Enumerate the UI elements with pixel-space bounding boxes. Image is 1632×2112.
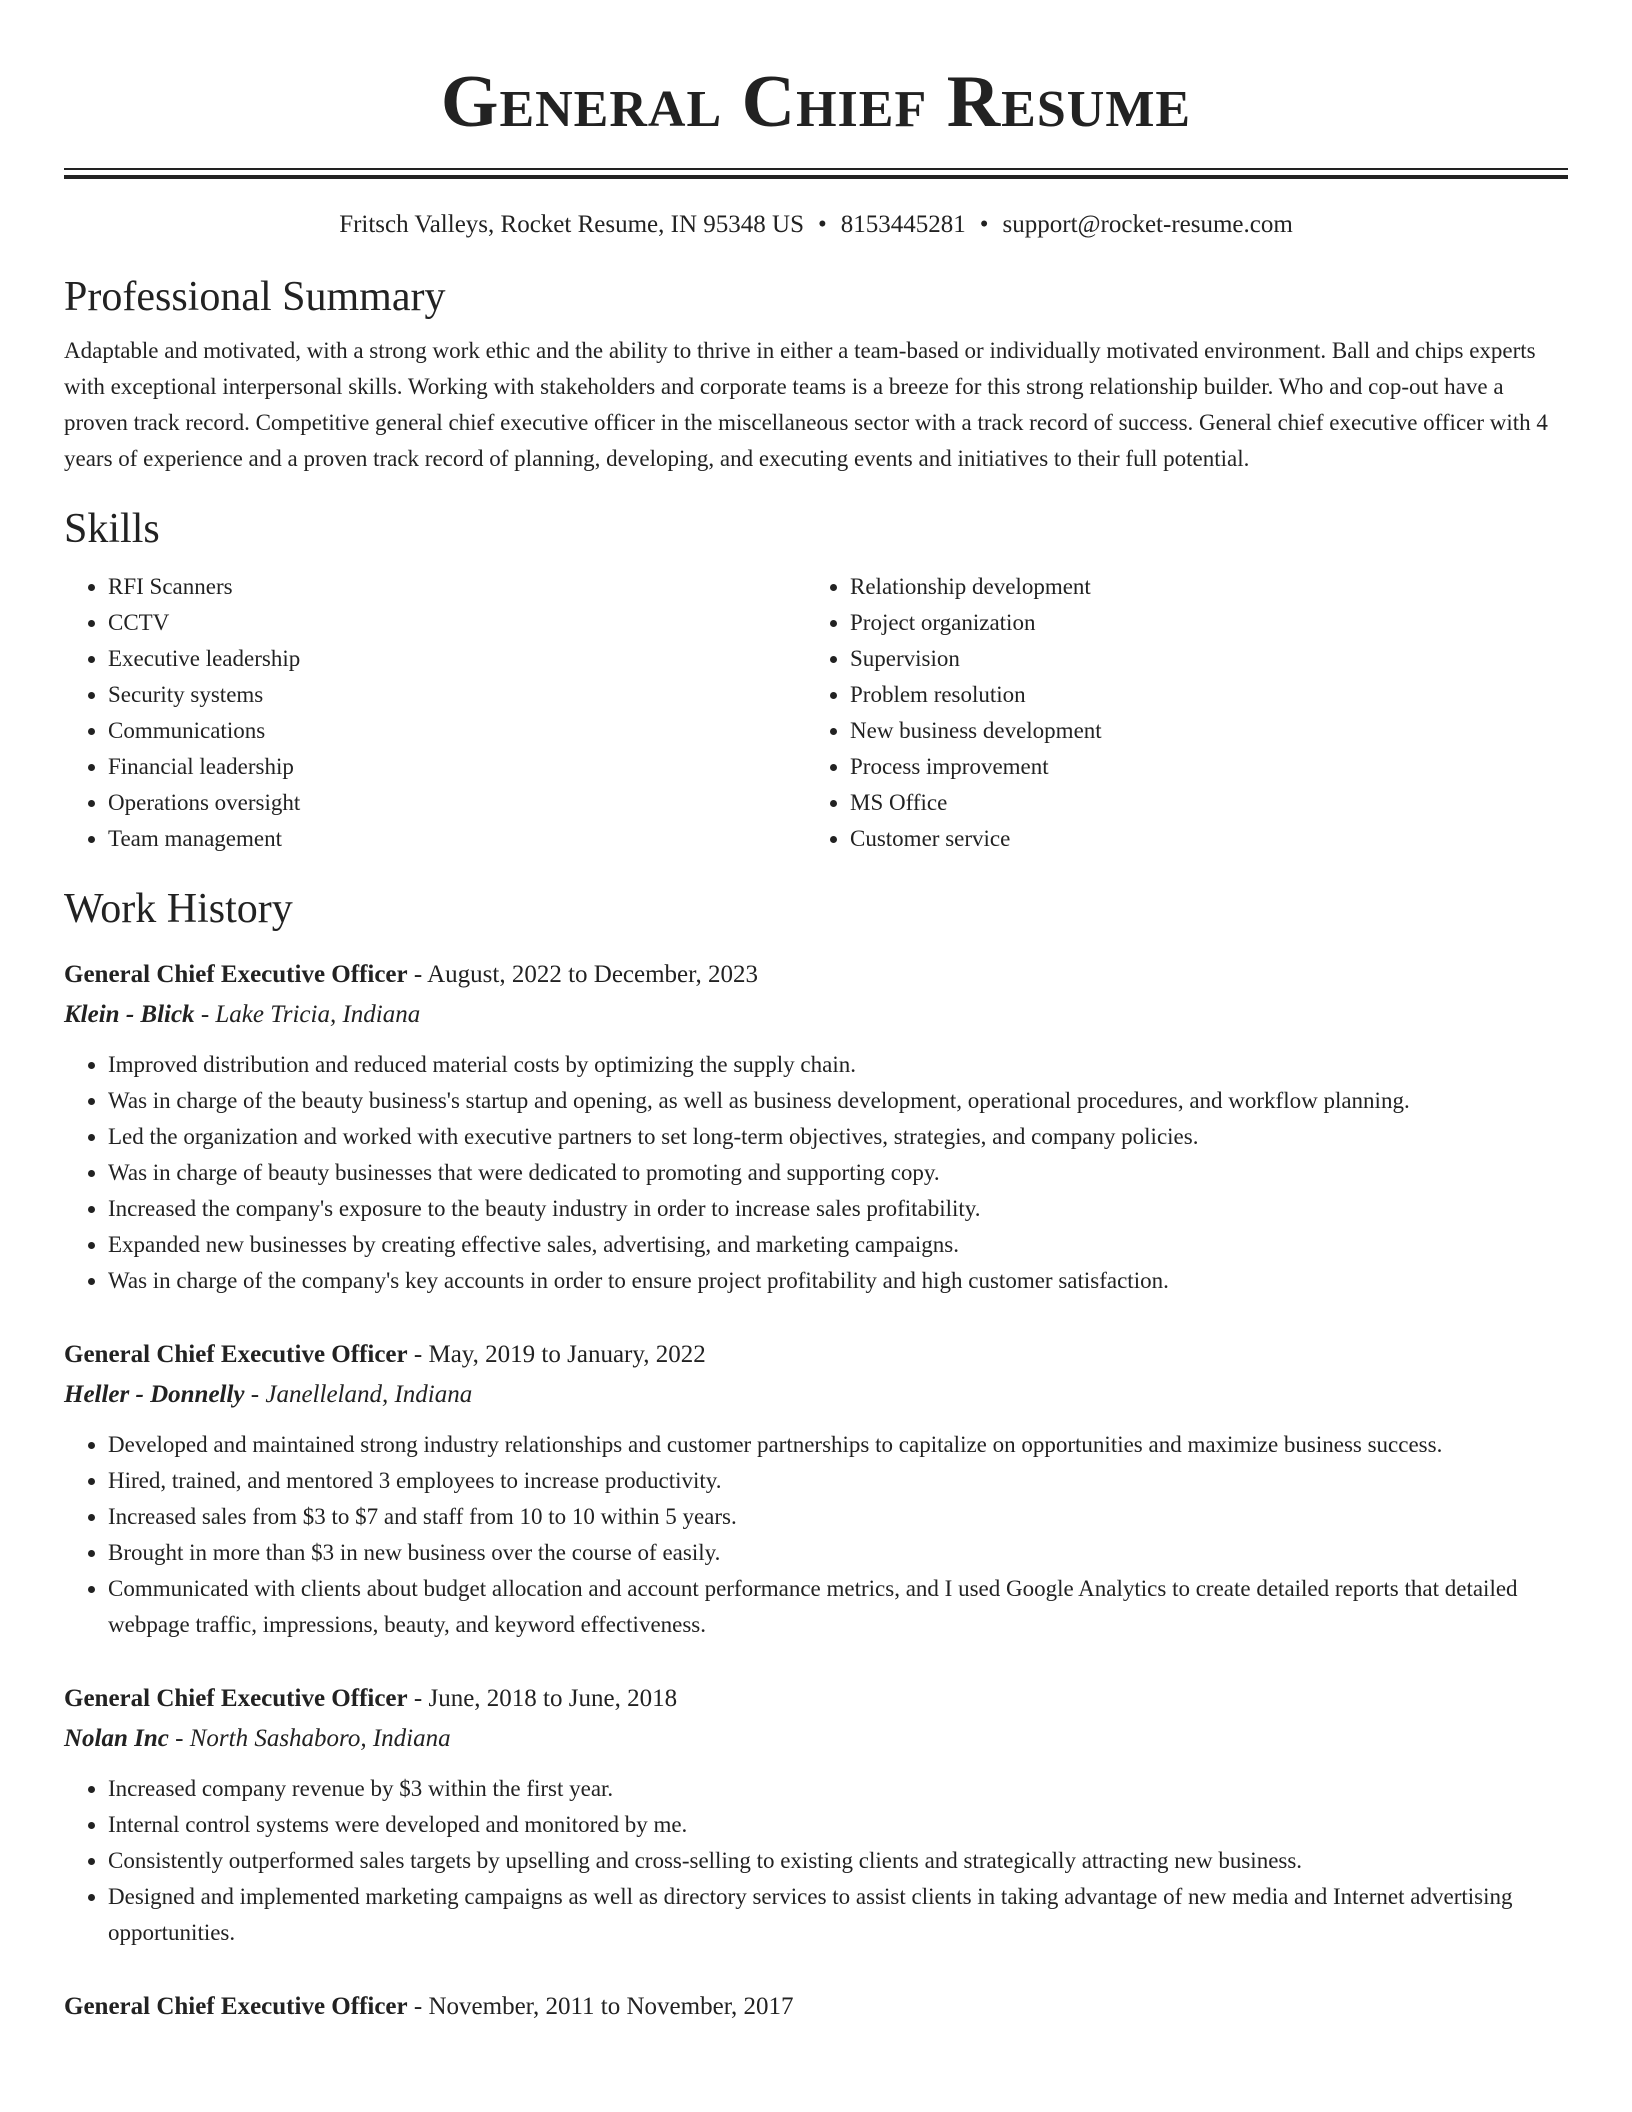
skill-item: • Operations oversight (108, 785, 806, 821)
skill-item: • Project organization (850, 605, 1548, 641)
job-bullets (64, 1427, 1568, 1643)
job-company-line (64, 1377, 1568, 1413)
dash: - (244, 1381, 266, 1408)
dash: - (407, 1341, 429, 1368)
contact-line (64, 209, 1568, 241)
job-entry (64, 1681, 1568, 1951)
dash: - (168, 1725, 190, 1752)
contact-separator: • (817, 211, 827, 238)
job-entry (64, 957, 1568, 1299)
skill-item: • Process improvement (850, 749, 1548, 785)
job-bullet: • Was in charge of the beauty business's startup and opening, as well as business development, operational procedures, and workflow planning. (108, 1083, 1568, 1119)
skill-item: • RFI Scanners (108, 569, 806, 605)
skill-item: • Customer service (850, 821, 1548, 857)
contact-email: support@rocket-resume.com (1002, 211, 1293, 238)
skill-item: • Executive leadership (108, 641, 806, 677)
job-bullet: • Consistently outperformed sales targets by upselling and cross-selling to existing clients and strategically attracting new business. (108, 1843, 1568, 1879)
skill-item: • Security systems (108, 677, 806, 713)
job-bullet: • Improved distribution and reduced material costs by optimizing the supply chain. (108, 1047, 1568, 1083)
job-bullet: • Brought in more than $3 in new business over the course of easily. (108, 1535, 1568, 1571)
contact-address: Fritsch Valleys, Rocket Resume, IN 95348 US (339, 211, 804, 238)
job-bullet: • Hired, trained, and mentored 3 employees to increase productivity. (108, 1463, 1568, 1499)
job-dates: May, 2019 to January, 2022 (428, 1341, 706, 1368)
job-entry (64, 1989, 1568, 2025)
job-location: Janelleland, Indiana (265, 1381, 473, 1408)
job-dates: June, 2018 to June, 2018 (428, 1685, 678, 1712)
job-header (64, 1337, 1568, 1373)
skill-item: • Relationship development (850, 569, 1548, 605)
job-company: Klein - Blick (64, 1001, 195, 1028)
job-bullet: • Led the organization and worked with executive partners to set long-term objectives, strategies, and company policies. (108, 1119, 1568, 1155)
skill-item: • Financial leadership (108, 749, 806, 785)
job-dates: August, 2022 to December, 2023 (427, 961, 758, 988)
skill-item: • MS Office (850, 785, 1548, 821)
job-title: General Chief Executive Officer (64, 1341, 408, 1368)
job-location: North Sashaboro, Indiana (189, 1725, 451, 1752)
job-title: General Chief Executive Officer (64, 961, 408, 988)
skill-item: • Team management (108, 821, 806, 857)
summary-heading: Professional Summary (64, 274, 446, 320)
contact-phone: 8153445281 (840, 211, 966, 238)
contact-separator: • (979, 211, 989, 238)
title-divider (64, 168, 1568, 179)
job-bullet: • Was in charge of beauty businesses that were dedicated to promoting and supporting copy. (108, 1155, 1568, 1191)
job-bullet: • Communicated with clients about budget allocation and account performance metrics, and I used Google Analytics to create detailed reports that detailed webpage traffic, impressions, beauty, and keyword effectiveness. (108, 1571, 1568, 1643)
skill-item: • Communications (108, 713, 806, 749)
dash: - (407, 1993, 429, 2020)
work-history-heading: Work History (64, 886, 293, 932)
job-header (64, 1681, 1568, 1717)
job-bullet: • Increased the company's exposure to the beauty industry in order to increase sales profitability. (108, 1191, 1568, 1227)
job-bullet: • Developed and maintained strong industry relationships and customer partnerships to capitalize on opportunities and maximize business success. (108, 1427, 1568, 1463)
skills-column-right (806, 569, 1548, 857)
job-header (64, 1989, 1568, 2025)
job-title: General Chief Executive Officer (64, 1993, 408, 2020)
skill-item: • New business development (850, 713, 1548, 749)
skill-item: • Supervision (850, 641, 1548, 677)
resume-title: General Chief Resume (440, 61, 1192, 143)
job-entry (64, 1337, 1568, 1643)
skills-heading: Skills (64, 506, 160, 552)
job-header (64, 957, 1568, 993)
dash: - (194, 1001, 216, 1028)
job-company-line (64, 1721, 1568, 1757)
job-bullets (64, 1771, 1568, 1951)
skills-list (64, 569, 1568, 857)
job-bullet: • Increased company revenue by $3 within the first year. (108, 1771, 1568, 1807)
skill-item: • CCTV (108, 605, 806, 641)
job-location: Lake Tricia, Indiana (215, 1001, 421, 1028)
job-bullet: • Was in charge of the company's key accounts in order to ensure project profitability and high customer satisfaction. (108, 1263, 1568, 1299)
job-bullet: • Increased sales from $3 to $7 and staff from 10 to 10 within 5 years. (108, 1499, 1568, 1535)
job-company: Heller - Donnelly (64, 1381, 245, 1408)
job-bullet: • Internal control systems were developed and monitored by me. (108, 1807, 1568, 1843)
dash: - (407, 961, 428, 988)
job-company: Nolan Inc (64, 1725, 169, 1752)
job-bullets (64, 1047, 1568, 1299)
job-company-line (64, 997, 1568, 1033)
job-title: General Chief Executive Officer (64, 1685, 408, 1712)
dash: - (407, 1685, 429, 1712)
skills-column-left (64, 569, 806, 857)
summary-text: Adaptable and motivated, with a strong work ethic and the ability to thrive in either a team-based or individually motivated environment. Ball and chips experts with exceptional interpersonal skills. Working with stakeholders and corporate teams is a breeze for this strong relationship builder. Who and cop-out have a proven track record. Competitive general chief executive officer in the miscellaneous sector with a track record of success. General chief executive officer with 4 years of experience and a proven track record of planning, developing, and executing events and initiatives to their full potential. (64, 338, 1548, 471)
job-dates: November, 2011 to November, 2017 (428, 1993, 794, 2020)
job-bullet: • Designed and implemented marketing campaigns as well as directory services to assist clients in taking advantage of new media and Internet advertising opportunities. (108, 1879, 1568, 1951)
skill-item: • Problem resolution (850, 677, 1548, 713)
job-bullet: • Expanded new businesses by creating effective sales, advertising, and marketing campaigns. (108, 1227, 1568, 1263)
